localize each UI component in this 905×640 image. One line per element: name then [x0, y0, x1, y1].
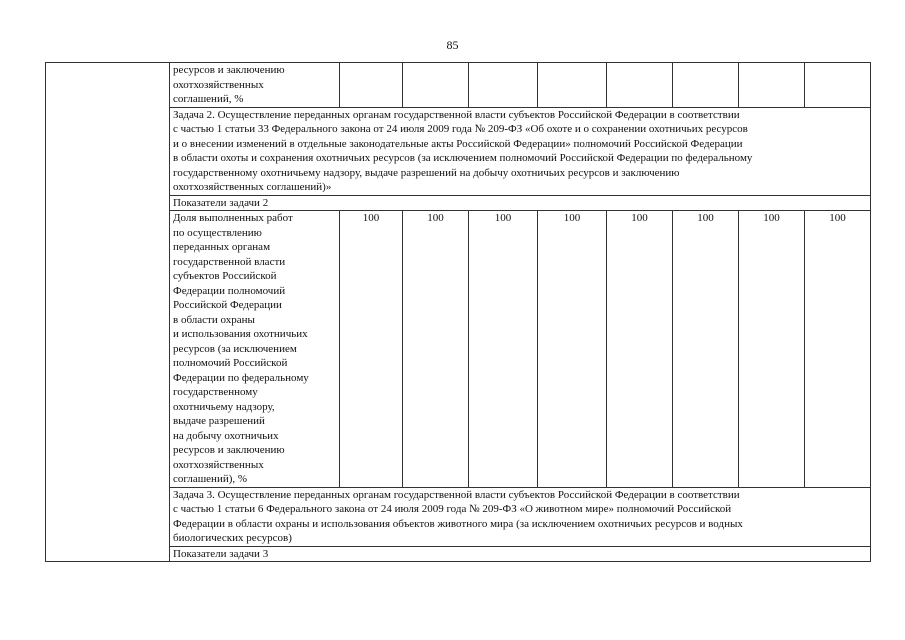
task-3-text: Задача 3. Осуществление переданных органам государственной власти субъектов Российской Федерации в соответствии с частью 1 статьи 6 Федерального закона от 24 июля 2009 года № 209-ФЗ «О животном мире» полномочий Российской Федерации в области охраны и использования объектов животного мира (за исключением охотничьих ресурсов и водных биологических ресурсов) [170, 487, 871, 546]
value-cell: 100 [805, 211, 871, 488]
value-cell: 100 [607, 211, 673, 488]
indicator-name: Доля выполненных работ по осуществлению переданных органам государственной власти субъектов Российской Федерации полномочий Российской Федерации в области охраны и использования охотничьих ресурсов (за исключением полномочий Российской Федерации по федеральному государственному охотничьему надзору, выдаче разрешений на добычу охотничьих ресурсов и заключению охотхозяйственных соглашений), % [170, 211, 340, 488]
value-cell: 100 [673, 211, 739, 488]
value-cell [538, 63, 607, 108]
continuation-row [46, 63, 871, 108]
value-cell: 100 [538, 211, 607, 488]
value-cell [403, 63, 469, 108]
indicators-table [45, 62, 871, 562]
value-cell [340, 63, 403, 108]
value-cell [805, 63, 871, 108]
left-empty-column [46, 63, 170, 562]
task-3-indicators-header-row [46, 546, 871, 562]
task-2-text: Задача 2. Осуществление переданных органам государственной власти субъектов Российской Федерации в соответствии с частью 1 статьи 33 Федерального закона от 24 июля 2009 года № 209-ФЗ «Об охоте и о сохранении охотничьих ресурсов и о внесении изменений в отдельные законодательные акты Российской Федерации» полномочий Российской Федерации в области охоты и сохранения охотничьих ресурсов (за исключением полномочий Российской Федерации по федеральному государственному охотничьему надзору, выдаче разрешений на добычу охотничьих ресурсов и заключению охотхозяйственных соглашений)» [170, 107, 871, 195]
value-cell: 100 [403, 211, 469, 488]
task-2-indicators-header-row [46, 195, 871, 211]
task-2-row [46, 107, 871, 195]
value-cell [607, 63, 673, 108]
value-cell [673, 63, 739, 108]
value-cell: 100 [469, 211, 538, 488]
page-number: 85 [446, 38, 459, 52]
task-2-indicators-label: Показатели задачи 2 [170, 195, 871, 211]
indicator-row [46, 211, 871, 488]
value-cell: 100 [739, 211, 805, 488]
value-cell: 100 [340, 211, 403, 488]
continuation-indicator-name: ресурсов и заключению охотхозяйственных соглашений, % [170, 63, 340, 108]
value-cell [469, 63, 538, 108]
task-3-indicators-label: Показатели задачи 3 [170, 546, 871, 562]
task-3-row [46, 487, 871, 546]
value-cell [739, 63, 805, 108]
